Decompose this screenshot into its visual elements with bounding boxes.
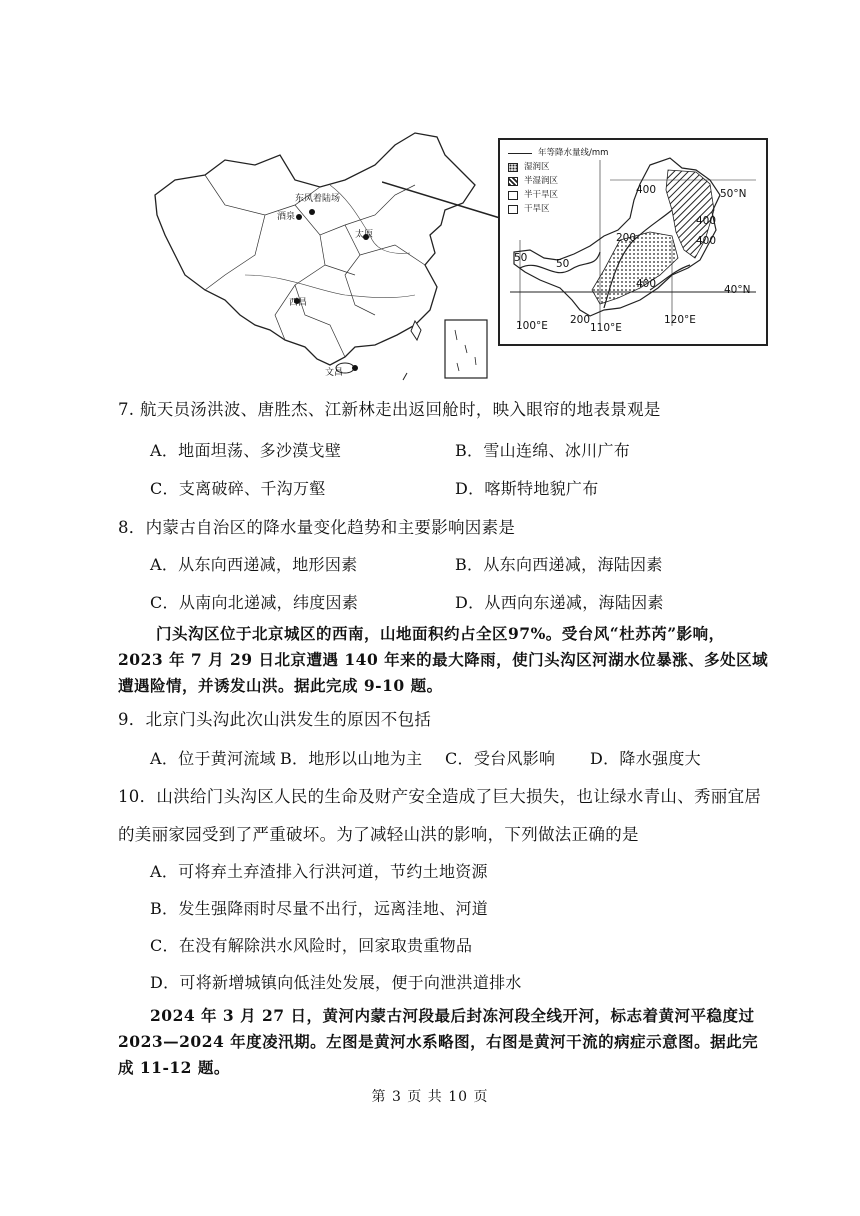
isoline-label: 400: [696, 215, 717, 227]
question-8-option-c: C．从南向北递减，纬度因素: [150, 593, 359, 612]
map-label-dongfeng: 东风着陆场: [295, 194, 341, 204]
map-label-taiyuan: 太原: [355, 230, 374, 240]
map-label-jiuquan: 酒泉: [277, 212, 296, 222]
legend-item-isoline: [508, 146, 608, 160]
legend-label: 湿润区: [524, 162, 550, 172]
question-9-option-d: D．降水强度大: [590, 749, 701, 768]
precipitation-inset-map: [498, 138, 768, 346]
longitude-label: 110°E: [590, 322, 622, 334]
isoline-label: 50: [556, 258, 570, 270]
legend-item-semiarid: [508, 188, 608, 202]
question-7-stem: 7. 航天员汤洪波、唐胜杰、江新林走出返回舱时，映入眼帘的地表景观是: [118, 400, 661, 419]
isoline-label: 400: [636, 278, 657, 290]
legend-item-humid: [508, 160, 608, 174]
arid-swatch: [508, 205, 518, 214]
legend-label: 半干旱区: [524, 190, 559, 200]
passage-11-12-line-2: 2023—2024 年度凌汛期。左图是黄河水系略图，右图是黄河干流的病症示意图。据此完: [118, 1032, 759, 1051]
question-8-option-a: A．从东向西递减，地形因素: [150, 555, 358, 574]
legend-label: 干旱区: [524, 204, 550, 214]
china-map-figure: [145, 125, 495, 385]
isoline-label: 200: [570, 314, 591, 326]
question-8-option-d: D．从西向东递减，海陆因素: [455, 593, 664, 612]
page-footer: 第 3 页 共 10 页: [371, 1089, 489, 1105]
question-9-option-b: B．地形以山地为主: [280, 749, 423, 768]
semiarid-swatch: [508, 191, 518, 200]
isoline-label: 400: [696, 235, 717, 247]
question-9-stem: 9．北京门头沟此次山洪发生的原因不包括: [118, 710, 432, 729]
question-10-stem-line-1: 10．山洪给门头沟区人民的生命及财产安全造成了巨大损失，也让绿水青山、秀丽宜居: [118, 787, 762, 806]
legend-label: 年等降水量线/mm: [538, 148, 609, 158]
passage-9-10-line-3: 遭遇险情，并诱发山洪。据此完成 9-10 题。: [118, 676, 443, 695]
passage-9-10-line-1: 门头沟区位于北京城区的西南，山地面积约占全区97%。受台风“杜苏芮”影响，: [156, 624, 725, 643]
semihumid-swatch: [508, 177, 518, 186]
question-7-option-d: D．喀斯特地貌广布: [455, 479, 599, 498]
isoline-label: 200: [616, 232, 637, 244]
question-9-option-a: A．位于黄河流域: [150, 749, 276, 768]
connector-line: [382, 180, 502, 220]
humid-swatch: [508, 163, 518, 172]
question-8-option-b: B．从东向西递减，海陆因素: [455, 555, 663, 574]
question-7-option-a: A．地面坦荡、多沙漠戈壁: [150, 441, 342, 460]
inset-legend: [508, 146, 608, 216]
longitude-label: 120°E: [664, 314, 696, 326]
question-10-option-b: B．发生强降雨时尽量不出行，远离洼地、河道: [150, 899, 489, 918]
map-label-wenchang: 文昌: [325, 368, 344, 378]
question-10-option-c: C．在没有解除洪水风险时，回家取贵重物品: [150, 936, 473, 955]
isoline-label: 50: [514, 252, 528, 264]
latitude-label: 50°N: [720, 188, 747, 200]
passage-9-10-line-2: 2023 年 7 月 29 日北京遭遇 140 年来的最大降雨，使门头沟区河湖水位暴涨、多处区域: [118, 650, 769, 669]
question-10-stem-line-2: 的美丽家园受到了严重破坏。为了减轻山洪的影响，下列做法正确的是: [118, 825, 639, 844]
isoline-label: 400: [636, 184, 657, 196]
map-label-xichang: 西昌: [289, 298, 308, 308]
isoline-swatch: [508, 153, 532, 154]
question-10-option-a: A．可将弃土弃渣排入行洪河道，节约土地资源: [150, 862, 488, 881]
china-map-outline: [145, 125, 495, 385]
question-7-option-b: B．雪山连绵、冰川广布: [455, 441, 631, 460]
legend-item-semihumid: [508, 174, 608, 188]
latitude-label: 40°N: [724, 284, 751, 296]
question-9-option-c: C．受台风影响: [445, 749, 556, 768]
legend-label: 半湿润区: [524, 176, 559, 186]
question-8-stem: 8．内蒙古自治区的降水量变化趋势和主要影响因素是: [118, 518, 516, 537]
question-7-option-c: C．支离破碎、千沟万壑: [150, 479, 326, 498]
passage-11-12-line-3: 成 11-12 题。: [118, 1058, 230, 1077]
passage-11-12-line-1: 2024 年 3 月 27 日，黄河内蒙古河段最后封冻河段全线开河，标志着黄河平稳度过: [150, 1006, 755, 1025]
legend-item-arid: [508, 202, 608, 216]
question-10-option-d: D．可将新增城镇向低洼处发展，便于向泄洪道排水: [150, 973, 522, 992]
longitude-label: 100°E: [516, 320, 548, 332]
